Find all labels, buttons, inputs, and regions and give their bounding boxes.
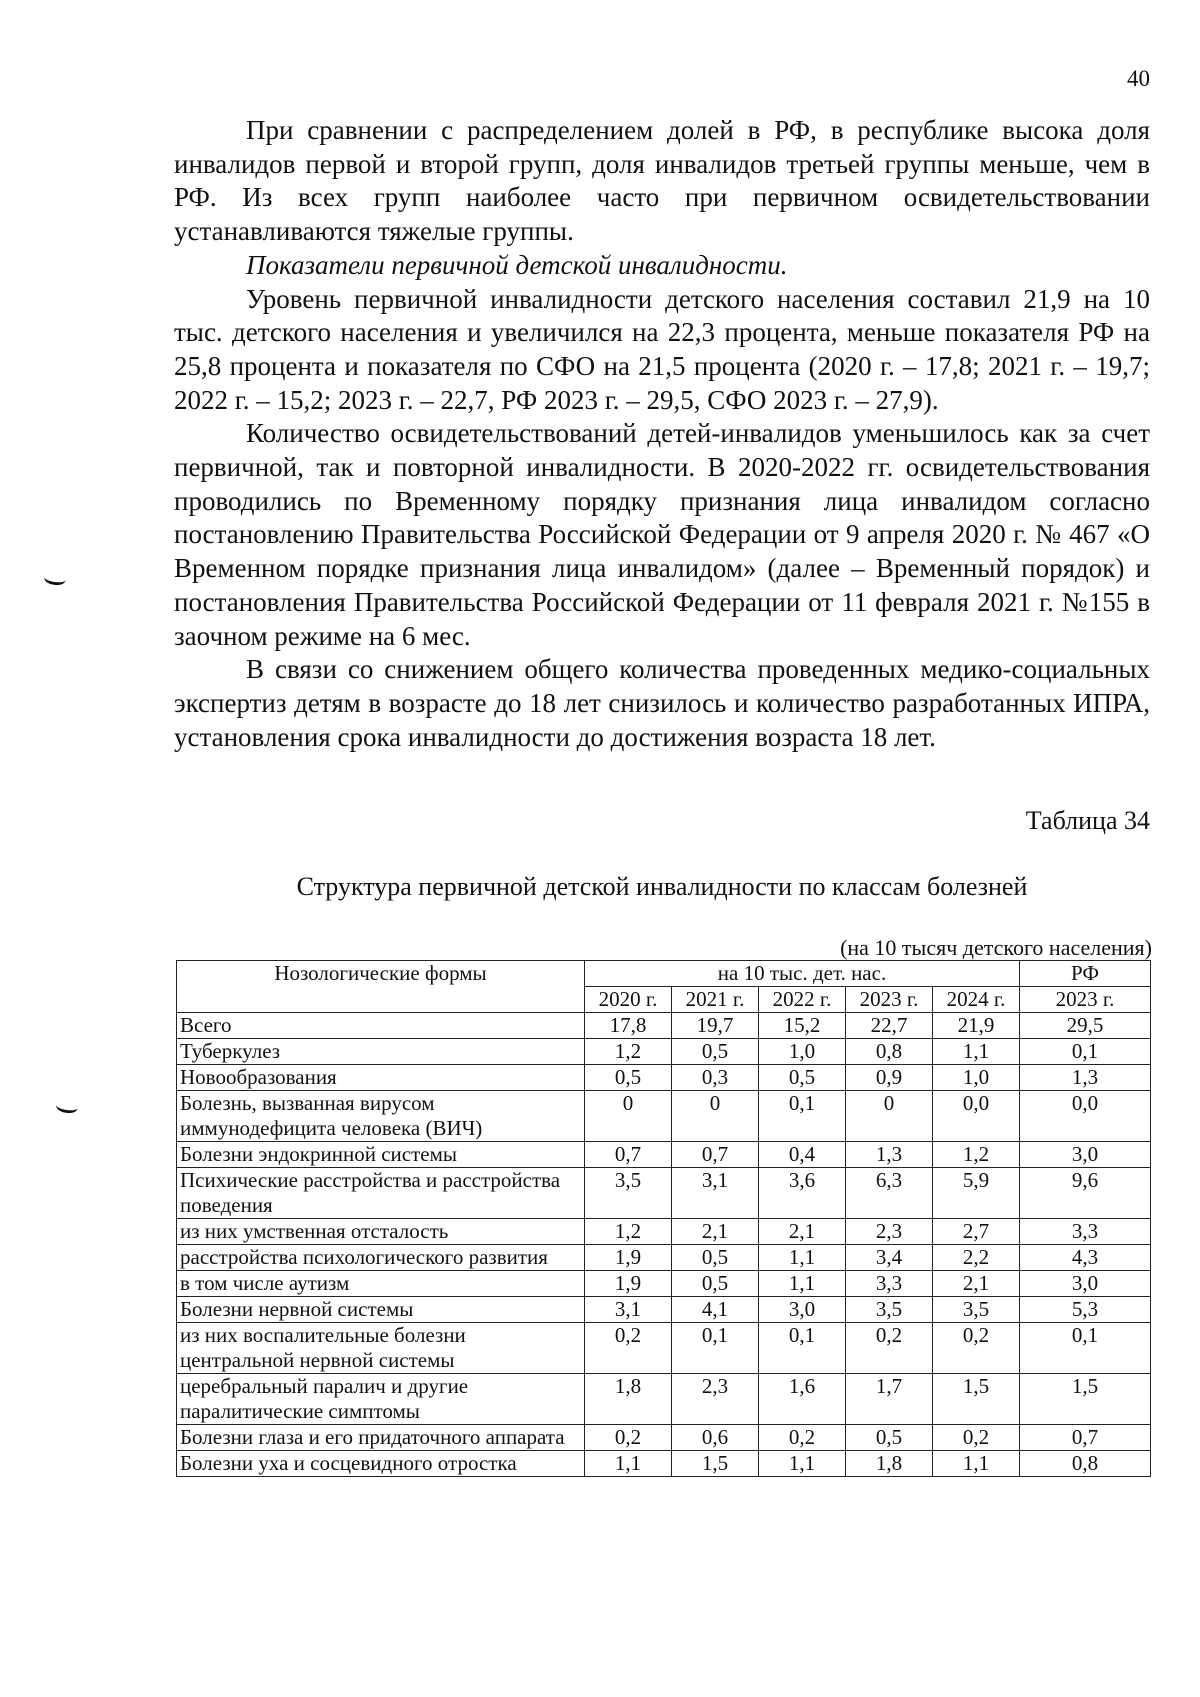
value-cell: 0,2 <box>585 1425 672 1451</box>
table-row <box>177 1374 1151 1425</box>
value-cell: 19,7 <box>672 1013 759 1039</box>
row-label: Туберкулез <box>177 1039 585 1065</box>
value-cell: 1,1 <box>933 1451 1020 1477</box>
paragraph-examinations: Количество освидетельствований детей-инвалидов уменьшилось как за счет первичной, так и повторной инвалидности. В 2020-2022 гг. освидетельствования проводились по Временному порядку признания лица инвалидом согласно постановлению Правительства Российской Федерации от 9 апреля 2020 г. № 467 «О Временном порядке признания лица инвалидом» (далее – Временный порядок) и постановления Правительства Российской Федерации от 11 февраля 2021 г. №155 в заочном режиме на 6 мес. <box>174 418 1150 651</box>
row-label: Всего <box>177 1013 585 1039</box>
value-cell: 0,2 <box>585 1323 672 1374</box>
value-cell: 3,3 <box>1020 1219 1151 1245</box>
year-header: 2021 г. <box>672 987 759 1013</box>
row-label: Болезни нервной системы <box>177 1297 585 1323</box>
value-cell: 0,4 <box>759 1142 846 1168</box>
value-cell: 1,1 <box>585 1451 672 1477</box>
value-cell: 1,0 <box>933 1065 1020 1091</box>
table-row <box>177 1142 1151 1168</box>
value-cell: 0,1 <box>759 1091 846 1142</box>
row-label: церебральный паралич и другие паралитические симптомы <box>177 1374 585 1425</box>
value-cell: 0,8 <box>846 1039 933 1065</box>
table-row <box>177 1168 1151 1219</box>
value-cell: 1,2 <box>585 1039 672 1065</box>
value-cell: 0,1 <box>759 1323 846 1374</box>
value-cell: 0,2 <box>759 1425 846 1451</box>
value-cell: 1,1 <box>933 1039 1020 1065</box>
row-label: из них воспалительные болезни центральной нервной системы <box>177 1323 585 1374</box>
row-label: Болезни уха и сосцевидного отростка <box>177 1451 585 1477</box>
value-cell: 0,5 <box>846 1425 933 1451</box>
value-cell: 0,5 <box>585 1065 672 1091</box>
value-cell: 1,6 <box>759 1374 846 1425</box>
paragraph-level: Уровень первичной инвалидности детского населения составил 21,9 на 10 тыс. детского населения и увеличился на 22,3 процента, меньше показателя РФ на 25,8 процента и показателя по СФО на 21,5 процента (2020 г. – 17,8; 2021 г. – 19,7; 2022 г. – 15,2; 2023 г. – 22,7, РФ 2023 г. – 29,5, СФО 2023 г. – 27,9). <box>174 283 1150 415</box>
table-title: Структура первичной детской инвалидности по классам болезней <box>296 872 1028 901</box>
page-number: 40 <box>1127 66 1150 91</box>
value-cell: 0 <box>846 1091 933 1142</box>
value-cell: 2,3 <box>672 1374 759 1425</box>
table-row <box>177 1219 1151 1245</box>
value-cell: 9,6 <box>1020 1168 1151 1219</box>
table-row <box>177 1451 1151 1477</box>
value-cell: 3,1 <box>585 1297 672 1323</box>
value-cell: 0,8 <box>1020 1451 1151 1477</box>
row-label: в том числе аутизм <box>177 1271 585 1297</box>
table-header-row <box>177 961 1151 987</box>
value-cell: 1,9 <box>585 1245 672 1271</box>
value-cell: 2,1 <box>933 1271 1020 1297</box>
value-cell: 0,5 <box>672 1271 759 1297</box>
header-group: на 10 тыс. дет. нас. <box>585 961 1020 987</box>
value-cell: 2,2 <box>933 1245 1020 1271</box>
table-row <box>177 1271 1151 1297</box>
year-header: 2020 г. <box>585 987 672 1013</box>
value-cell: 3,5 <box>933 1297 1020 1323</box>
table-row <box>177 1091 1151 1142</box>
value-cell: 0,7 <box>672 1142 759 1168</box>
value-cell: 0,5 <box>672 1245 759 1271</box>
table-row <box>177 1297 1151 1323</box>
value-cell: 0 <box>672 1091 759 1142</box>
scan-mark <box>55 1099 79 1115</box>
body-text <box>174 114 1150 754</box>
value-cell: 1,8 <box>585 1374 672 1425</box>
value-cell: 3,5 <box>585 1168 672 1219</box>
row-label: из них умственная отсталость <box>177 1219 585 1245</box>
row-label: Болезни глаза и его придаточного аппарата <box>177 1425 585 1451</box>
section-heading: Показатели первичной детской инвалидности. <box>246 249 788 280</box>
value-cell: 0,1 <box>672 1323 759 1374</box>
value-cell: 22,7 <box>846 1013 933 1039</box>
value-cell: 1,1 <box>759 1245 846 1271</box>
row-label: расстройства психологического развития <box>177 1245 585 1271</box>
paragraph-comparison: При сравнении с распределением долей в РФ, в республике высока доля инвалидов первой и второй групп, доля инвалидов третьей группы меньше, чем в РФ. Из всех групп наиболее часто при первичном освидетельствовании устанавливаются тяжелые группы. <box>174 115 1150 247</box>
year-header: 2023 г. <box>846 987 933 1013</box>
value-cell: 1,2 <box>933 1142 1020 1168</box>
year-header: 2022 г. <box>759 987 846 1013</box>
value-cell: 4,3 <box>1020 1245 1151 1271</box>
header-rf: РФ <box>1020 961 1151 987</box>
value-cell: 2,1 <box>759 1219 846 1245</box>
value-cell: 21,9 <box>933 1013 1020 1039</box>
value-cell: 0,2 <box>933 1323 1020 1374</box>
value-cell: 0,5 <box>759 1065 846 1091</box>
table-unit: (на 10 тысяч детского населения) <box>840 935 1152 960</box>
paragraph-ipra: В связи со снижением общего количества проведенных медико-социальных экспертиз детям в возрасте до 18 лет снизилось и количество разработанных ИПРА, установления срока инвалидности до достижения возраста 18 лет. <box>174 654 1150 752</box>
table-row <box>177 1323 1151 1374</box>
value-cell: 6,3 <box>846 1168 933 1219</box>
value-cell: 17,8 <box>585 1013 672 1039</box>
value-cell: 29,5 <box>1020 1013 1151 1039</box>
value-cell: 1,7 <box>846 1374 933 1425</box>
value-cell: 1,1 <box>759 1451 846 1477</box>
value-cell: 3,5 <box>846 1297 933 1323</box>
header-nosology: Нозологические формы <box>177 961 585 1013</box>
value-cell: 0 <box>585 1091 672 1142</box>
table-row <box>177 1039 1151 1065</box>
value-cell: 1,5 <box>933 1374 1020 1425</box>
value-cell: 1,9 <box>585 1271 672 1297</box>
table-row <box>177 1065 1151 1091</box>
value-cell: 0,7 <box>1020 1425 1151 1451</box>
value-cell: 0,1 <box>1020 1039 1151 1065</box>
value-cell: 1,5 <box>672 1451 759 1477</box>
value-cell: 2,7 <box>933 1219 1020 1245</box>
row-label: Новообразования <box>177 1065 585 1091</box>
value-cell: 1,3 <box>846 1142 933 1168</box>
value-cell: 15,2 <box>759 1013 846 1039</box>
value-cell: 0,5 <box>672 1039 759 1065</box>
value-cell: 0,6 <box>672 1425 759 1451</box>
table-label: Таблица 34 <box>1025 806 1150 835</box>
scan-mark <box>43 571 67 587</box>
value-cell: 3,6 <box>759 1168 846 1219</box>
value-cell: 5,3 <box>1020 1297 1151 1323</box>
value-cell: 5,9 <box>933 1168 1020 1219</box>
value-cell: 1,8 <box>846 1451 933 1477</box>
table-body <box>177 1013 1151 1477</box>
table-row <box>177 1013 1151 1039</box>
rf-year-header: 2023 г. <box>1020 987 1151 1013</box>
value-cell: 0,2 <box>933 1425 1020 1451</box>
value-cell: 0,0 <box>1020 1091 1151 1142</box>
value-cell: 1,2 <box>585 1219 672 1245</box>
table-row <box>177 1425 1151 1451</box>
value-cell: 3,0 <box>759 1297 846 1323</box>
value-cell: 2,3 <box>846 1219 933 1245</box>
value-cell: 0,3 <box>672 1065 759 1091</box>
value-cell: 0,2 <box>846 1323 933 1374</box>
value-cell: 3,0 <box>1020 1142 1151 1168</box>
value-cell: 4,1 <box>672 1297 759 1323</box>
value-cell: 1,0 <box>759 1039 846 1065</box>
year-header: 2024 г. <box>933 987 1020 1013</box>
value-cell: 3,3 <box>846 1271 933 1297</box>
value-cell: 3,1 <box>672 1168 759 1219</box>
value-cell: 1,1 <box>759 1271 846 1297</box>
value-cell: 0,1 <box>1020 1323 1151 1374</box>
value-cell: 3,4 <box>846 1245 933 1271</box>
value-cell: 1,5 <box>1020 1374 1151 1425</box>
value-cell: 3,0 <box>1020 1271 1151 1297</box>
value-cell: 2,1 <box>672 1219 759 1245</box>
value-cell: 0,9 <box>846 1065 933 1091</box>
row-label: Болезни эндокринной системы <box>177 1142 585 1168</box>
disability-table <box>176 960 1151 1477</box>
value-cell: 0,0 <box>933 1091 1020 1142</box>
table-row <box>177 1245 1151 1271</box>
value-cell: 0,7 <box>585 1142 672 1168</box>
row-label: Болезнь, вызванная вирусом иммунодефицита человека (ВИЧ) <box>177 1091 585 1142</box>
row-label: Психические расстройства и расстройства поведения <box>177 1168 585 1219</box>
value-cell: 1,3 <box>1020 1065 1151 1091</box>
